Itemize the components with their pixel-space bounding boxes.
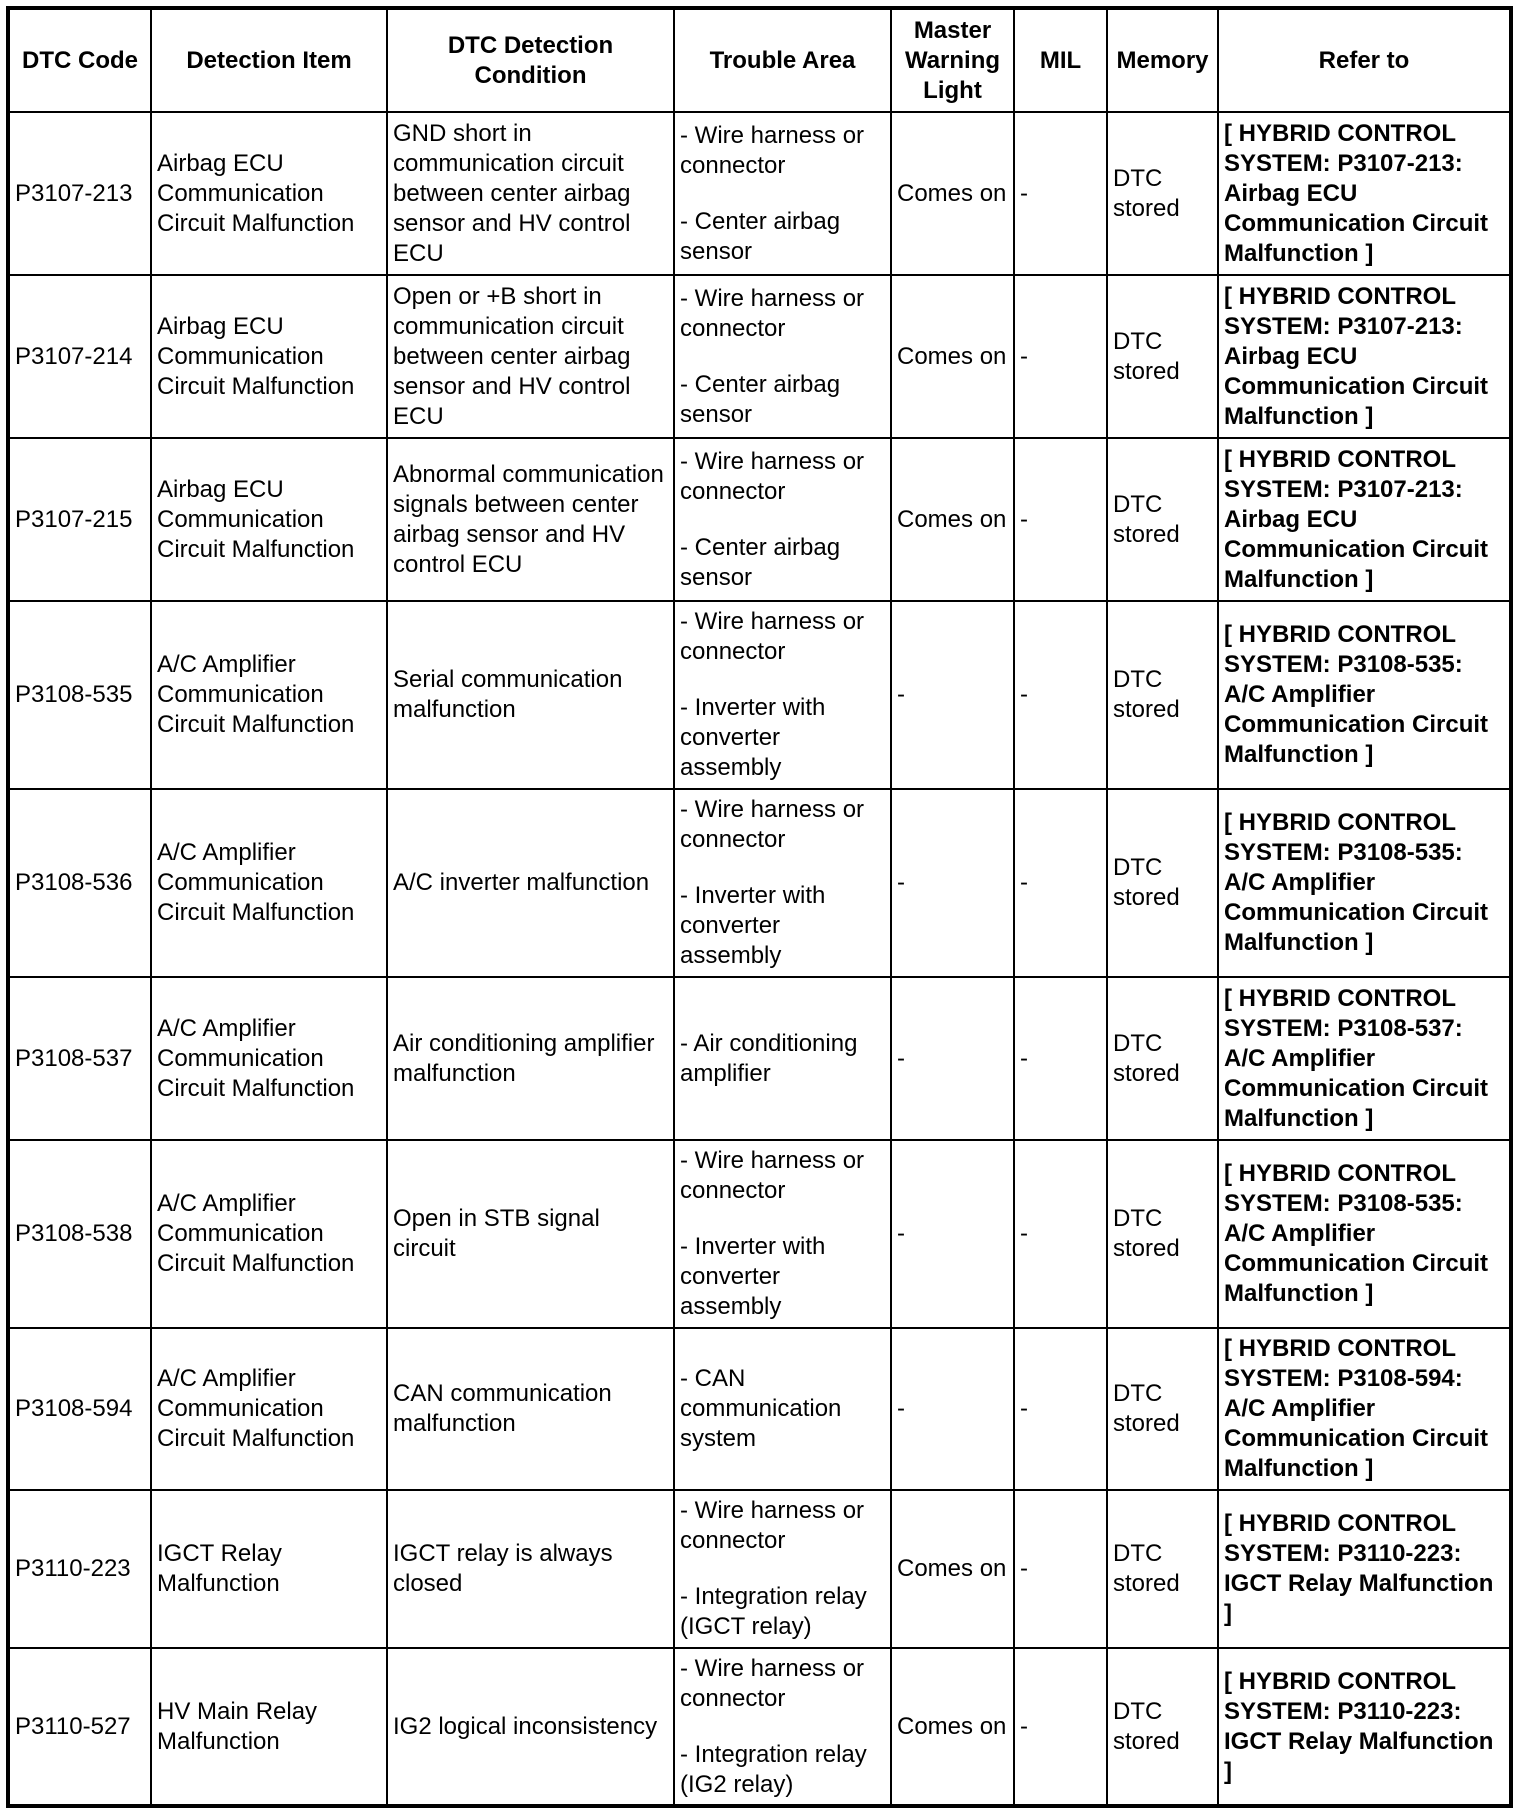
header-memory: Memory: [1107, 8, 1218, 112]
trouble-area: [674, 112, 891, 275]
trouble-area-item: - Wire harness or connector: [680, 121, 865, 179]
trouble-area: [674, 1328, 891, 1490]
header-condition: DTC Detection Condition: [387, 8, 674, 112]
master-warning-light: Comes on: [891, 438, 1014, 601]
memory-status: DTC stored: [1107, 275, 1218, 438]
table-row: [8, 601, 1511, 789]
table-row: [8, 1328, 1511, 1490]
detection-condition: Open in STB signal circuit: [387, 1140, 674, 1328]
trouble-area: [674, 601, 891, 789]
table-row: [8, 275, 1511, 438]
mil-status: -: [1014, 438, 1107, 601]
memory-status: DTC stored: [1107, 112, 1218, 275]
trouble-area-item: - Inverter with converter assembly: [680, 694, 826, 781]
refer-to-link[interactable]: [ HYBRID CONTROL SYSTEM: P3108-535: A/C Amplifier Communication Circuit Malfunction ]: [1218, 601, 1511, 789]
table-row: [8, 789, 1511, 977]
mil-status: -: [1014, 977, 1107, 1140]
dtc-code: P3107-215: [8, 438, 151, 601]
mil-status: -: [1014, 1648, 1107, 1806]
dtc-code: P3107-214: [8, 275, 151, 438]
trouble-area-item: - Wire harness or connector: [680, 284, 865, 342]
dtc-code: P3107-213: [8, 112, 151, 275]
refer-to-link[interactable]: [ HYBRID CONTROL SYSTEM: P3107-213: Airbag ECU Communication Circuit Malfunction ]: [1218, 438, 1511, 601]
memory-status: DTC stored: [1107, 1648, 1218, 1806]
refer-to-link[interactable]: [ HYBRID CONTROL SYSTEM: P3108-594: A/C Amplifier Communication Circuit Malfunction ]: [1218, 1328, 1511, 1490]
header-refer-to: Refer to: [1218, 8, 1511, 112]
refer-to-link[interactable]: [ HYBRID CONTROL SYSTEM: P3110-223: IGCT Relay Malfunction ]: [1218, 1648, 1511, 1806]
master-warning-light: -: [891, 601, 1014, 789]
master-warning-light: -: [891, 1328, 1014, 1490]
dtc-code: P3108-537: [8, 977, 151, 1140]
master-warning-light: -: [891, 977, 1014, 1140]
header-mil: MIL: [1014, 8, 1107, 112]
detection-condition: Open or +B short in communication circuit between center airbag sensor and HV control ECU: [387, 275, 674, 438]
memory-status: DTC stored: [1107, 977, 1218, 1140]
trouble-area-item: - Inverter with converter assembly: [680, 882, 826, 969]
mil-status: -: [1014, 112, 1107, 275]
detection-item: HV Main Relay Malfunction: [151, 1648, 387, 1806]
trouble-area-item: - Integration relay (IGCT relay): [680, 1583, 867, 1640]
table-row: [8, 112, 1511, 275]
detection-condition: Serial communication malfunction: [387, 601, 674, 789]
trouble-area: [674, 789, 891, 977]
trouble-area-item: - Wire harness or connector: [680, 608, 865, 665]
header-dtc-code: DTC Code: [8, 8, 151, 112]
detection-item: Airbag ECU Communication Circuit Malfunction: [151, 275, 387, 438]
dtc-code: P3108-536: [8, 789, 151, 977]
memory-status: DTC stored: [1107, 1140, 1218, 1328]
table-row: [8, 1648, 1511, 1806]
detection-item: A/C Amplifier Communication Circuit Malfunction: [151, 977, 387, 1140]
trouble-area-item: - Inverter with converter assembly: [680, 1233, 826, 1320]
trouble-area-item: - Center airbag sensor: [680, 207, 841, 265]
master-warning-light: Comes on: [891, 1490, 1014, 1648]
memory-status: DTC stored: [1107, 601, 1218, 789]
detection-condition: CAN communication malfunction: [387, 1328, 674, 1490]
detection-item: A/C Amplifier Communication Circuit Malfunction: [151, 789, 387, 977]
master-warning-light: -: [891, 789, 1014, 977]
dtc-table: [6, 6, 1513, 1808]
mil-status: -: [1014, 1490, 1107, 1648]
trouble-area: [674, 275, 891, 438]
refer-to-link[interactable]: [ HYBRID CONTROL SYSTEM: P3110-223: IGCT Relay Malfunction ]: [1218, 1490, 1511, 1648]
trouble-area: [674, 977, 891, 1140]
dtc-code: P3108-594: [8, 1328, 151, 1490]
memory-status: DTC stored: [1107, 789, 1218, 977]
mil-status: -: [1014, 1328, 1107, 1490]
table-row: [8, 1140, 1511, 1328]
trouble-area-item: - Air conditioning amplifier: [680, 1029, 858, 1087]
mil-status: -: [1014, 275, 1107, 438]
detection-condition: Abnormal communication signals between center airbag sensor and HV control ECU: [387, 438, 674, 601]
master-warning-light: -: [891, 1140, 1014, 1328]
detection-item: A/C Amplifier Communication Circuit Malfunction: [151, 601, 387, 789]
master-warning-light: Comes on: [891, 112, 1014, 275]
refer-to-link[interactable]: [ HYBRID CONTROL SYSTEM: P3108-535: A/C Amplifier Communication Circuit Malfunction ]: [1218, 789, 1511, 977]
mil-status: -: [1014, 601, 1107, 789]
header-row: [8, 8, 1511, 112]
table-row: [8, 1490, 1511, 1648]
detection-condition: GND short in communication circuit between center airbag sensor and HV control ECU: [387, 112, 674, 275]
trouble-area-item: - Integration relay (IG2 relay): [680, 1740, 867, 1798]
master-warning-light: Comes on: [891, 275, 1014, 438]
refer-to-link[interactable]: [ HYBRID CONTROL SYSTEM: P3107-213: Airbag ECU Communication Circuit Malfunction ]: [1218, 275, 1511, 438]
memory-status: DTC stored: [1107, 438, 1218, 601]
refer-to-link[interactable]: [ HYBRID CONTROL SYSTEM: P3108-535: A/C Amplifier Communication Circuit Malfunction ]: [1218, 1140, 1511, 1328]
trouble-area: [674, 438, 891, 601]
trouble-area-item: - Wire harness or connector: [680, 1147, 865, 1204]
trouble-area: [674, 1490, 891, 1648]
refer-to-link[interactable]: [ HYBRID CONTROL SYSTEM: P3108-537: A/C Amplifier Communication Circuit Malfunction ]: [1218, 977, 1511, 1140]
trouble-area: [674, 1648, 891, 1806]
detection-item: A/C Amplifier Communication Circuit Malfunction: [151, 1140, 387, 1328]
header-trouble-area: Trouble Area: [674, 8, 891, 112]
dtc-code: P3110-527: [8, 1648, 151, 1806]
header-detection-item: Detection Item: [151, 8, 387, 112]
trouble-area-item: - Wire harness or connector: [680, 447, 865, 505]
memory-status: DTC stored: [1107, 1328, 1218, 1490]
detection-condition: IGCT relay is always closed: [387, 1490, 674, 1648]
trouble-area-item: - CAN communication system: [680, 1365, 842, 1452]
dtc-code: P3108-535: [8, 601, 151, 789]
trouble-area: [674, 1140, 891, 1328]
dtc-code: P3108-538: [8, 1140, 151, 1328]
trouble-area-item: - Wire harness or connector: [680, 1654, 865, 1712]
detection-condition: A/C inverter malfunction: [387, 789, 674, 977]
trouble-area-item: - Wire harness or connector: [680, 796, 865, 853]
detection-item: Airbag ECU Communication Circuit Malfunction: [151, 438, 387, 601]
memory-status: DTC stored: [1107, 1490, 1218, 1648]
header-master-warning: Master Warning Light: [891, 8, 1014, 112]
master-warning-light: Comes on: [891, 1648, 1014, 1806]
detection-condition: Air conditioning amplifier malfunction: [387, 977, 674, 1140]
trouble-area-item: - Center airbag sensor: [680, 533, 841, 591]
table-row: [8, 977, 1511, 1140]
detection-item: IGCT Relay Malfunction: [151, 1490, 387, 1648]
mil-status: -: [1014, 789, 1107, 977]
detection-item: Airbag ECU Communication Circuit Malfunction: [151, 112, 387, 275]
mil-status: -: [1014, 1140, 1107, 1328]
trouble-area-item: - Wire harness or connector: [680, 1497, 865, 1554]
detection-condition: IG2 logical inconsistency: [387, 1648, 674, 1806]
detection-item: A/C Amplifier Communication Circuit Malfunction: [151, 1328, 387, 1490]
dtc-code: P3110-223: [8, 1490, 151, 1648]
trouble-area-item: - Center airbag sensor: [680, 370, 841, 428]
table-row: [8, 438, 1511, 601]
refer-to-link[interactable]: [ HYBRID CONTROL SYSTEM: P3107-213: Airbag ECU Communication Circuit Malfunction ]: [1218, 112, 1511, 275]
